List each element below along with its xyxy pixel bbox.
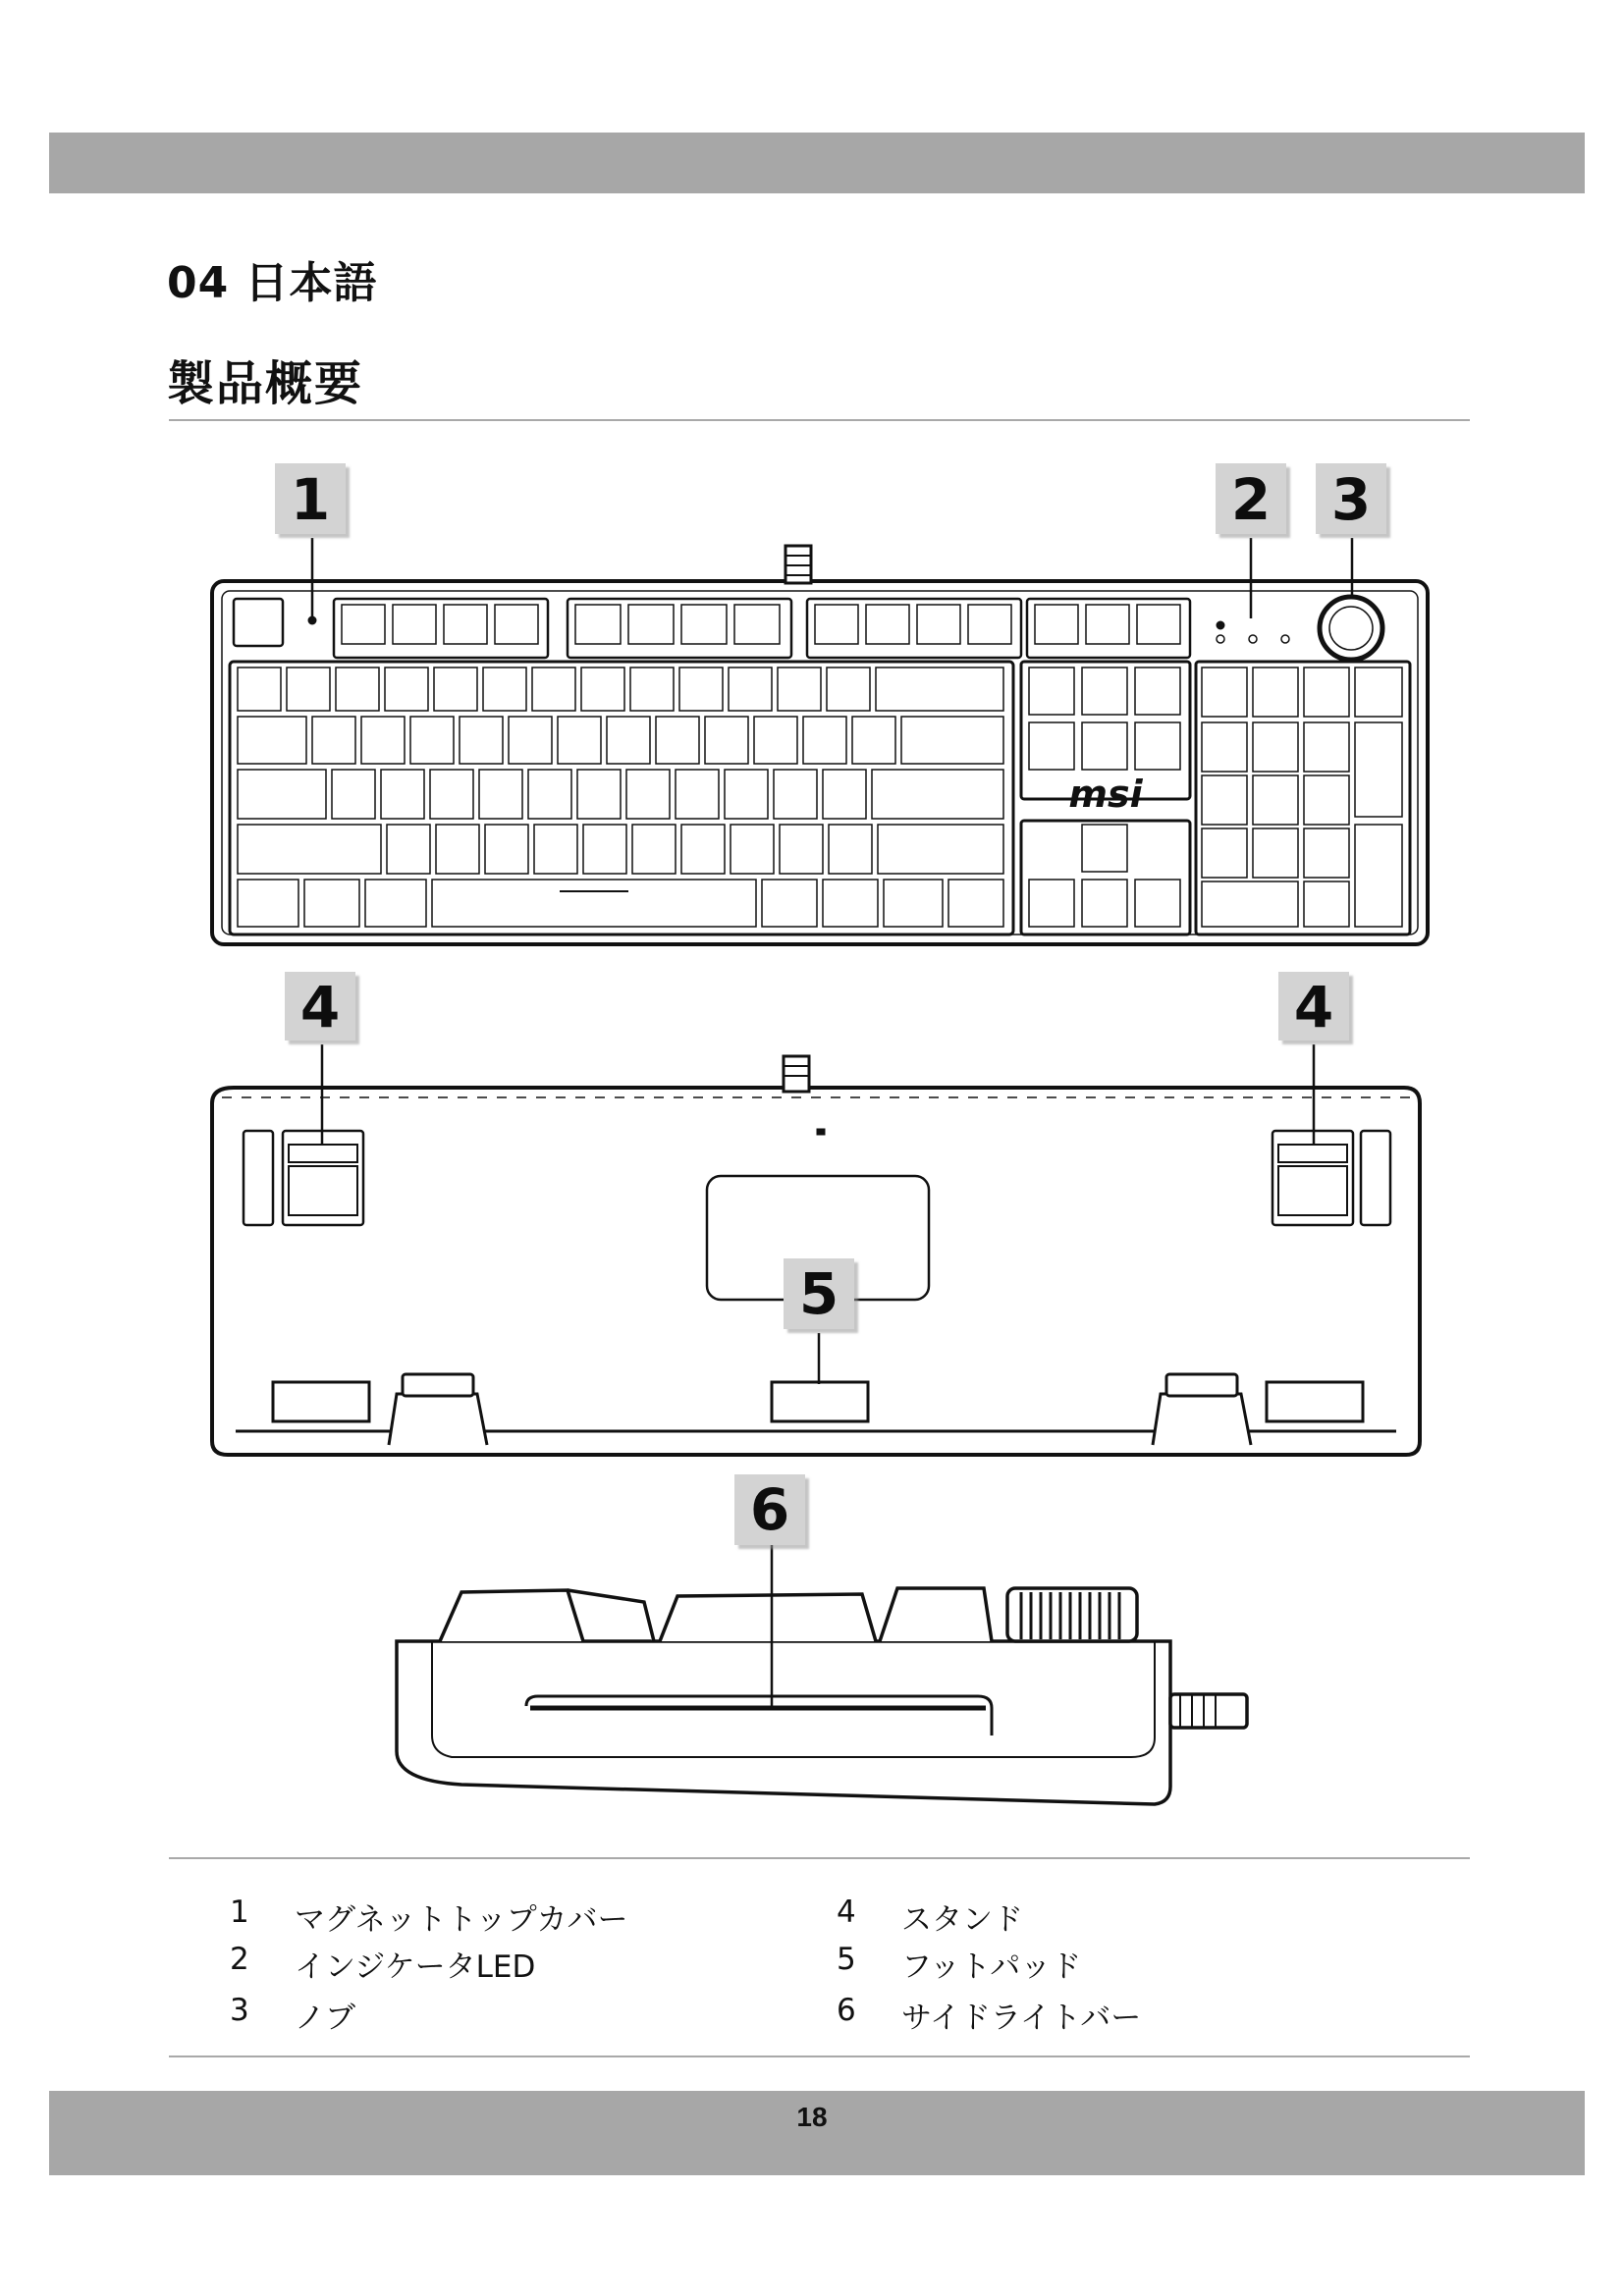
- legend-number: 4: [837, 1895, 856, 1930]
- callout-4-left: [285, 972, 355, 1041]
- legend-number: 3: [230, 1993, 249, 2028]
- legend-label: スタンド: [901, 1902, 1023, 1938]
- legend-top-divider: [169, 1857, 1470, 1859]
- svg-text:1: 1: [290, 466, 331, 533]
- legend-number: 6: [837, 1993, 856, 2028]
- callout-1: [275, 463, 346, 534]
- keyboard-top-view: [212, 546, 1428, 944]
- chapter-title: 04 日本語: [167, 258, 378, 308]
- callout-5: [784, 1258, 854, 1329]
- legend-number: 5: [837, 1942, 856, 1977]
- legend-label: インジケータLED: [295, 1949, 536, 1985]
- svg-text:5: 5: [798, 1260, 839, 1327]
- legend-label: サイドライトバー: [901, 2001, 1142, 2036]
- page-number: 18: [796, 2102, 828, 2132]
- callout-2: [1216, 463, 1286, 534]
- callout-6: [734, 1474, 805, 1545]
- msi-logo: msi: [1068, 773, 1143, 816]
- legend-label: ノブ: [295, 2001, 355, 2036]
- svg-text:2: 2: [1230, 466, 1272, 533]
- callout-3: [1316, 463, 1386, 534]
- callout-4-right: [1278, 972, 1349, 1041]
- legend-label: フットパッド: [901, 1949, 1082, 1985]
- section-title: 製品概要: [167, 356, 364, 411]
- keyboard-bottom-view: [212, 1056, 1420, 1455]
- legend-label: マグネットトップカバー: [295, 1902, 628, 1938]
- svg-text:3: 3: [1330, 466, 1372, 533]
- svg-text:4: 4: [299, 974, 341, 1041]
- legend-number: 1: [230, 1895, 249, 1930]
- svg-text:4: 4: [1293, 974, 1334, 1041]
- legend-number: 2: [230, 1942, 249, 1977]
- keyboard-side-view: [397, 1588, 1247, 1804]
- svg-text:6: 6: [749, 1476, 790, 1543]
- legend-bottom-divider: [169, 2056, 1470, 2057]
